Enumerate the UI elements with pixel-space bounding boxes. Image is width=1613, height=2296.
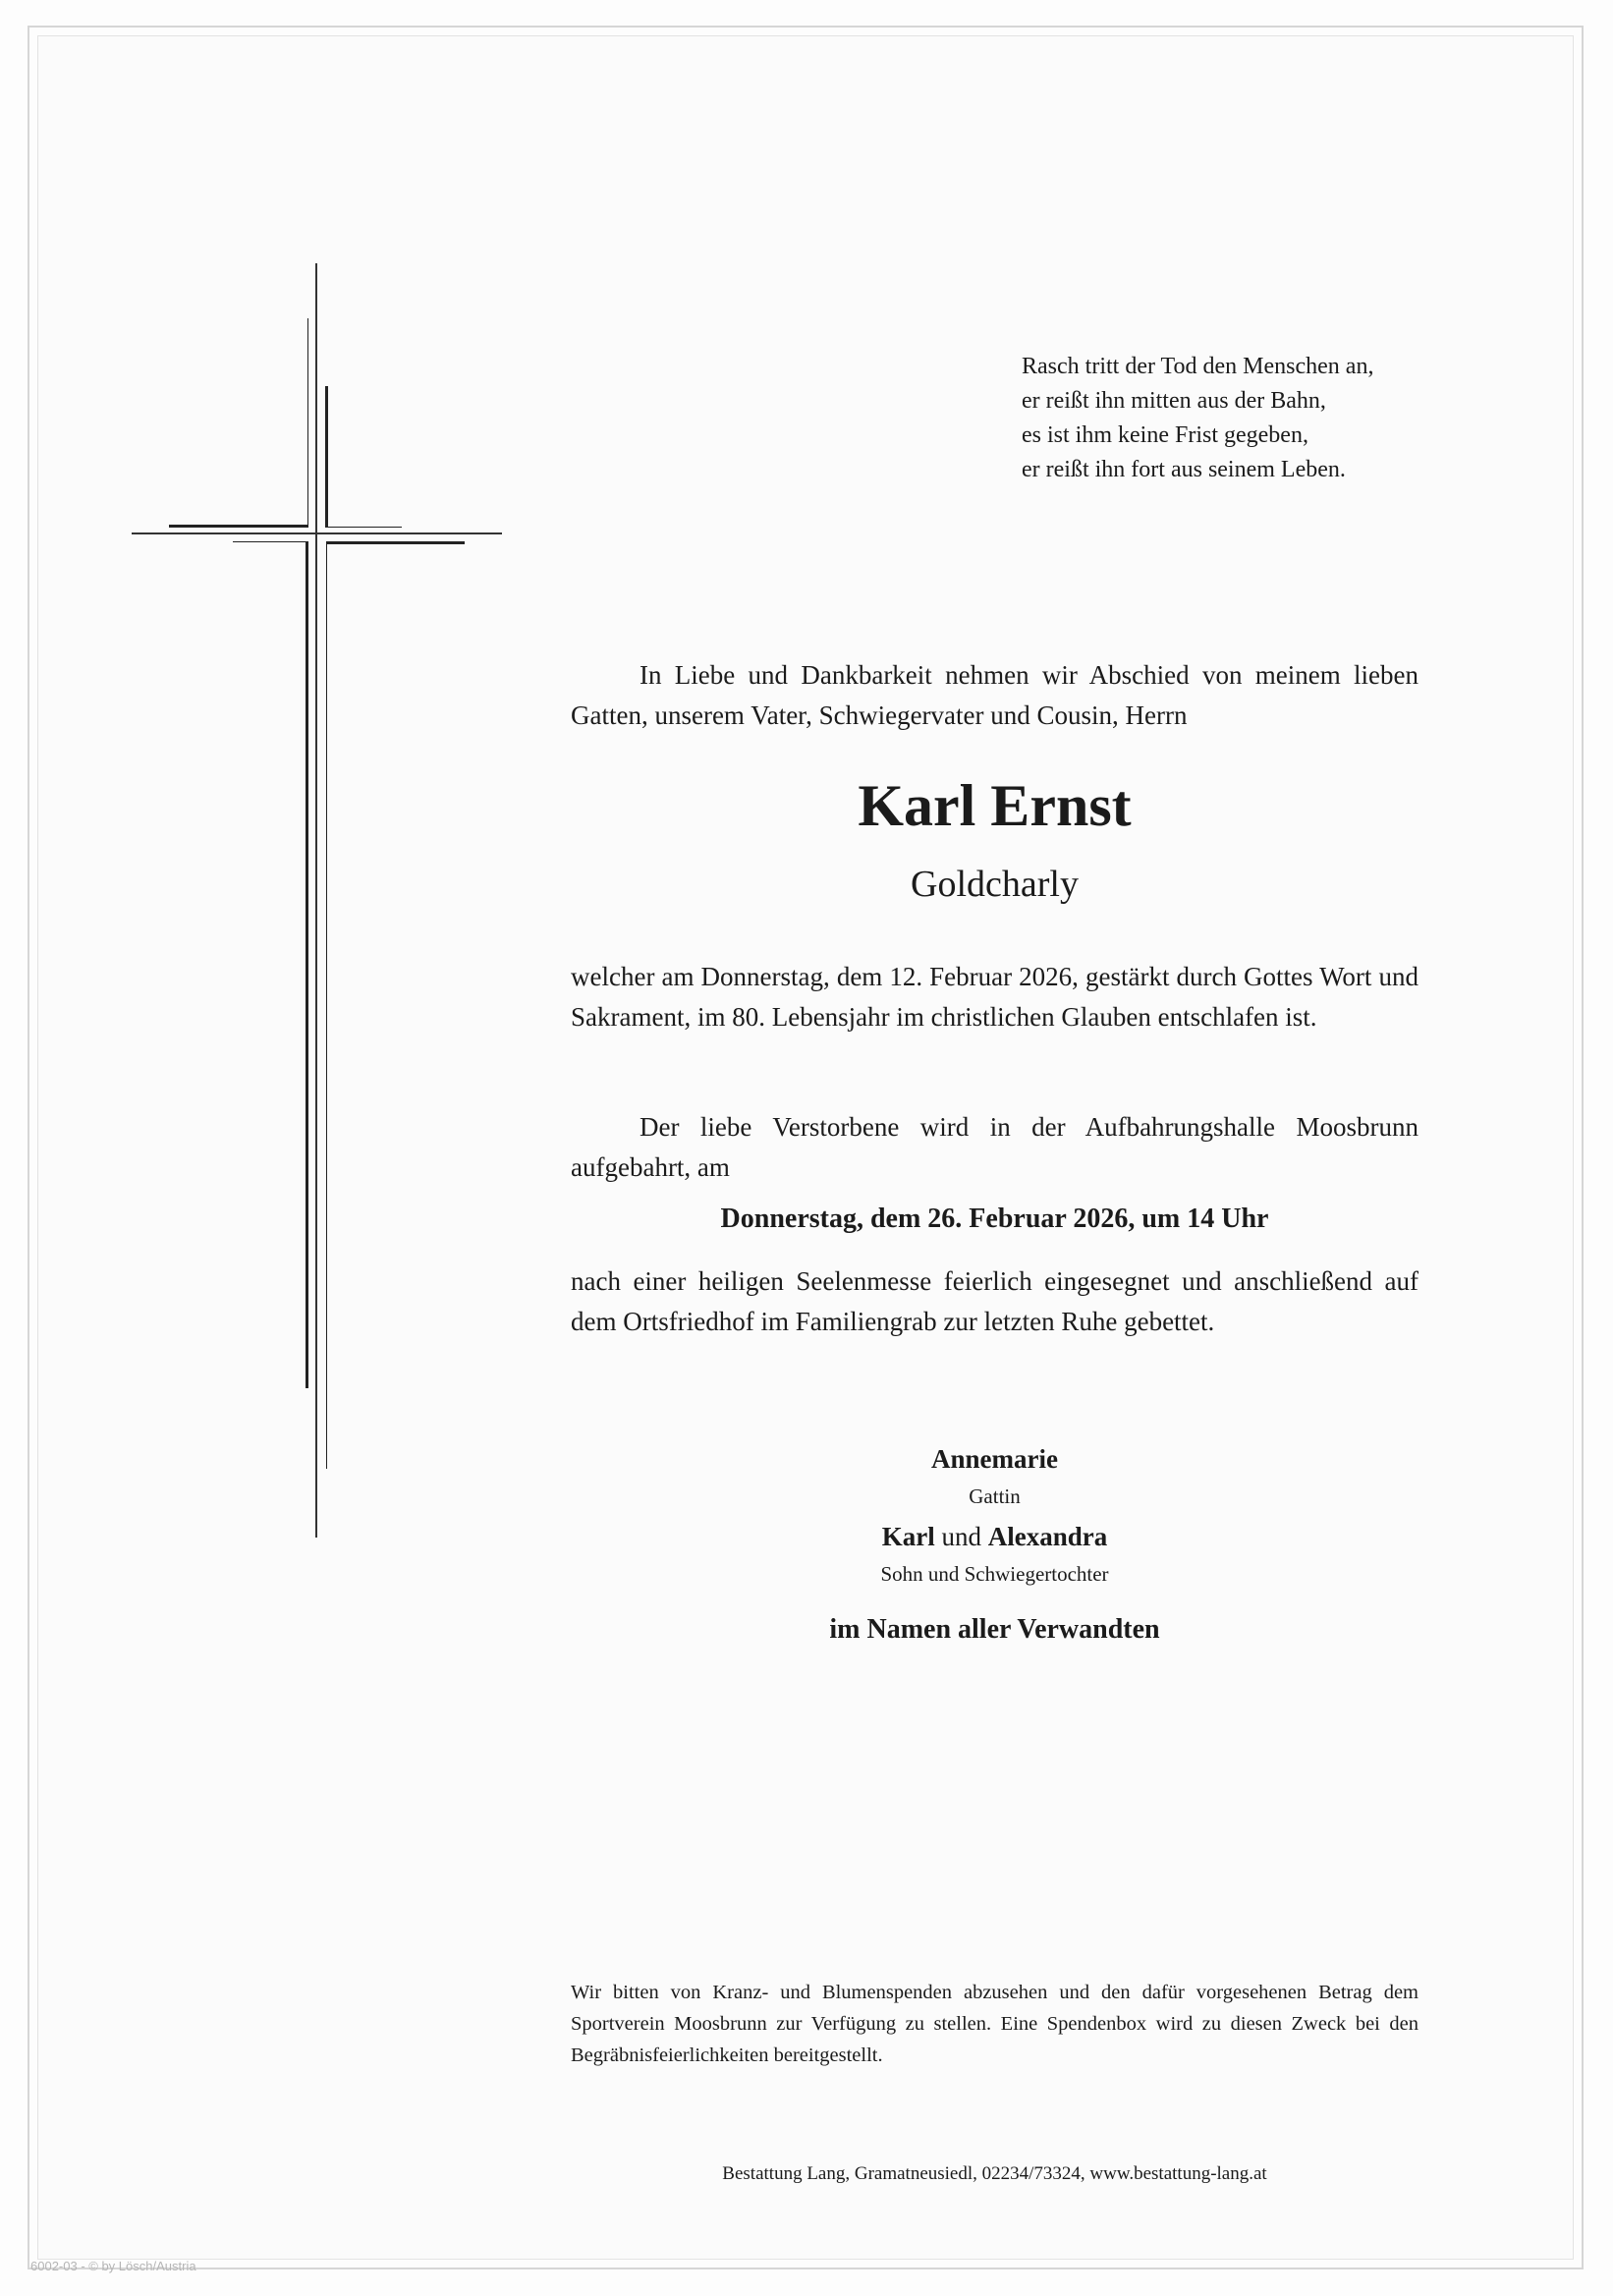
deceased-name: Karl Ernst: [858, 773, 1132, 838]
closing-text: im Namen aller Verwandten: [829, 1614, 1160, 1645]
mourner-name-a: Karl: [881, 1522, 935, 1551]
mourner-conj: und: [941, 1522, 981, 1551]
poem-line: Rasch tritt der Tod den Menschen an,: [1022, 354, 1374, 379]
funeral-date: Donnerstag, dem 26. Februar 2026, um 14 Uhr: [720, 1204, 1269, 1234]
poem-line: es ist ihm keine Frist gegeben,: [1022, 422, 1308, 448]
laying-out-text: Der liebe Verstorbene wird in der Aufbahrungshalle Moosbrunn aufgebahrt, am: [571, 1112, 1418, 1182]
deceased-nickname: Goldcharly: [911, 864, 1079, 905]
mourner-role: Sohn und Schwiegertochter: [880, 1562, 1109, 1586]
mourner-role: Gattin: [969, 1484, 1021, 1508]
poem-line: er reißt ihn mitten aus der Bahn,: [1022, 388, 1326, 414]
poem: [1022, 350, 1373, 487]
print-code: 6002-03 - © by Lösch/Austria: [30, 2259, 196, 2273]
funeral-home-footer: Bestattung Lang, Gramatneusiedl, 02234/73324, www.bestattung-lang.at: [722, 2163, 1267, 2184]
poem-line: er reißt ihn fort aus seinem Leben.: [1022, 457, 1346, 482]
death-text: welcher am Donnerstag, dem 12. Februar 2026, gestärkt durch Gottes Wort und Sakrament, im 80. Lebensjahr im christlichen Glauben entschlafen ist.: [571, 962, 1418, 1032]
intro-text: In Liebe und Dankbarkeit nehmen wir Abschied von meinem lieben Gatten, unserem Vater, Schwiegervater und Cousin, Herrn: [571, 660, 1418, 730]
mourner-name-b: Alexandra: [987, 1522, 1108, 1551]
mourner-name: Annemarie: [931, 1444, 1058, 1474]
donation-notice: Wir bitten von Kranz- und Blumenspenden abzusehen und den dafür vorgesehenen Betrag dem Sportverein Moosbrunn zur Verfügung zu stellen. Eine Spendenbox wird zu diesen Zweck bei den Begräbnisfeierlichkeiten bereitgestellt.: [571, 1982, 1418, 2066]
mourner-names: [571, 1522, 1418, 1552]
burial-text: nach einer heiligen Seelenmesse feierlich eingesegnet und anschließend auf dem Ortsfriedhof im Familiengrab zur letzten Ruhe gebettet.: [571, 1266, 1418, 1336]
